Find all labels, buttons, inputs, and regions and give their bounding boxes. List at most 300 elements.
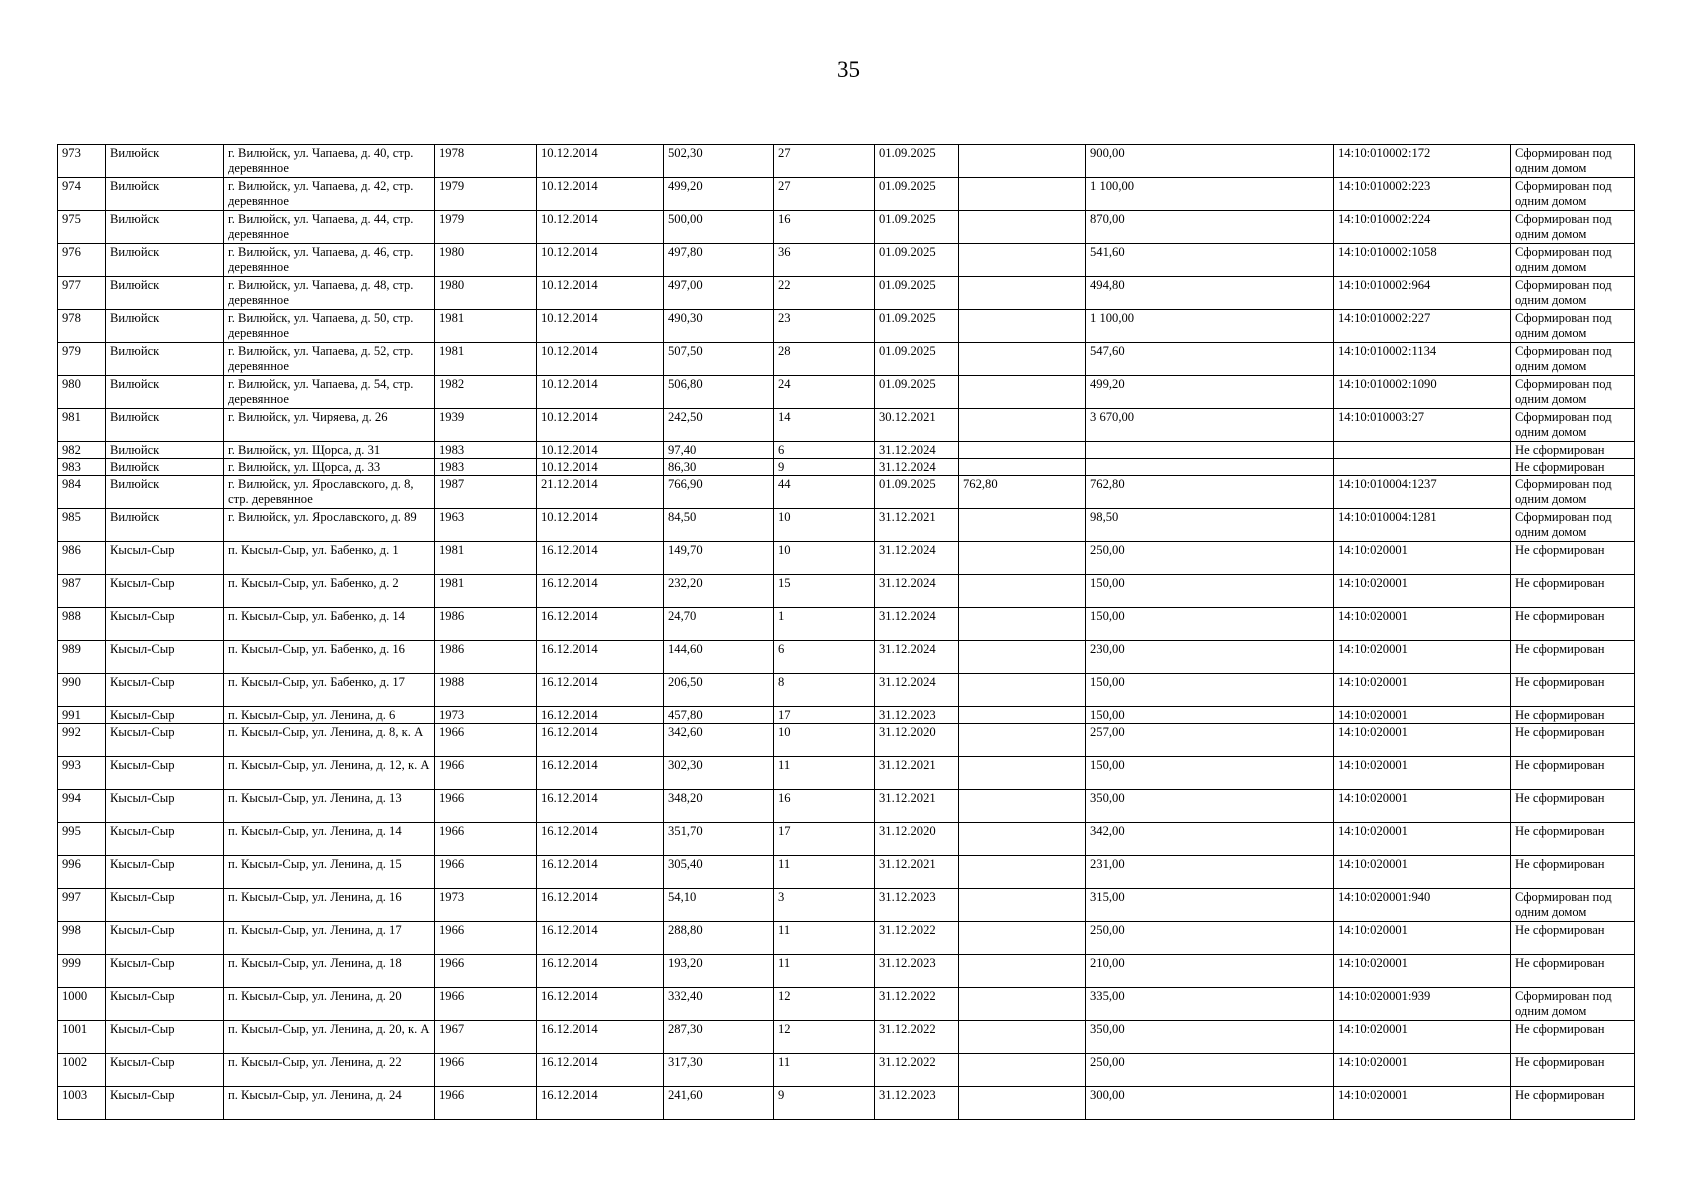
recognition-date-cell: 16.12.2014 <box>537 608 664 641</box>
land-area-cell: 210,00 <box>1086 955 1334 988</box>
extra-area-cell <box>959 707 1086 724</box>
table-row <box>58 575 1635 608</box>
cadastral-number-cell: 14:10:020001 <box>1334 790 1511 823</box>
table-row <box>58 459 1635 476</box>
table-row <box>58 823 1635 856</box>
recognition-date-cell: 10.12.2014 <box>537 310 664 343</box>
build-year-cell: 1963 <box>435 509 537 542</box>
land-area-cell: 150,00 <box>1086 674 1334 707</box>
cadastral-number-cell: 14:10:010002:227 <box>1334 310 1511 343</box>
resettlement-deadline-cell: 31.12.2024 <box>875 674 959 707</box>
address-cell: п. Кысыл-Сыр, ул. Ленина, д. 20, к. А <box>224 1021 435 1054</box>
table-row <box>58 1021 1635 1054</box>
recognition-date-cell: 10.12.2014 <box>537 409 664 442</box>
row-number-cell: 996 <box>58 856 106 889</box>
floor-area-cell: 457,80 <box>664 707 774 724</box>
resettlement-deadline-cell: 31.12.2022 <box>875 1054 959 1087</box>
row-number-cell: 992 <box>58 724 106 757</box>
residents-count-cell: 9 <box>774 459 875 476</box>
cadastral-number-cell: 14:10:010002:223 <box>1334 178 1511 211</box>
address-cell: г. Вилюйск, ул. Чапаева, д. 42, стр. деревянное <box>224 178 435 211</box>
floor-area-cell: 490,30 <box>664 310 774 343</box>
recognition-date-cell: 10.12.2014 <box>537 509 664 542</box>
address-cell: п. Кысыл-Сыр, ул. Бабенко, д. 14 <box>224 608 435 641</box>
recognition-date-cell: 16.12.2014 <box>537 922 664 955</box>
build-year-cell: 1986 <box>435 641 537 674</box>
registry-body <box>58 145 1635 1120</box>
extra-area-cell <box>959 674 1086 707</box>
land-area-cell: 494,80 <box>1086 277 1334 310</box>
cadastral-number-cell <box>1334 459 1511 476</box>
cadastral-number-cell: 14:10:020001 <box>1334 1087 1511 1120</box>
settlement-cell: Вилюйск <box>106 476 224 509</box>
build-year-cell: 1979 <box>435 178 537 211</box>
resettlement-deadline-cell: 01.09.2025 <box>875 211 959 244</box>
settlement-cell: Кысыл-Сыр <box>106 724 224 757</box>
land-status-cell: Не сформирован <box>1511 856 1635 889</box>
settlement-cell: Вилюйск <box>106 376 224 409</box>
land-status-cell: Сформирован под одним домом <box>1511 244 1635 277</box>
recognition-date-cell: 16.12.2014 <box>537 856 664 889</box>
extra-area-cell: 762,80 <box>959 476 1086 509</box>
cadastral-number-cell: 14:10:020001 <box>1334 542 1511 575</box>
row-number-cell: 999 <box>58 955 106 988</box>
resettlement-deadline-cell: 01.09.2025 <box>875 310 959 343</box>
land-status-cell: Сформирован под одним домом <box>1511 343 1635 376</box>
recognition-date-cell: 10.12.2014 <box>537 442 664 459</box>
address-cell: п. Кысыл-Сыр, ул. Бабенко, д. 17 <box>224 674 435 707</box>
table-row <box>58 889 1635 922</box>
recognition-date-cell: 16.12.2014 <box>537 823 664 856</box>
page-number: 35 <box>837 57 860 82</box>
recognition-date-cell: 16.12.2014 <box>537 1087 664 1120</box>
address-cell: п. Кысыл-Сыр, ул. Ленина, д. 8, к. А <box>224 724 435 757</box>
land-area-cell: 3 670,00 <box>1086 409 1334 442</box>
settlement-cell: Кысыл-Сыр <box>106 922 224 955</box>
land-area-cell: 257,00 <box>1086 724 1334 757</box>
extra-area-cell <box>959 145 1086 178</box>
address-cell: п. Кысыл-Сыр, ул. Ленина, д. 15 <box>224 856 435 889</box>
settlement-cell: Кысыл-Сыр <box>106 641 224 674</box>
build-year-cell: 1980 <box>435 277 537 310</box>
build-year-cell: 1966 <box>435 856 537 889</box>
resettlement-deadline-cell: 31.12.2024 <box>875 459 959 476</box>
resettlement-deadline-cell: 31.12.2022 <box>875 1021 959 1054</box>
recognition-date-cell: 16.12.2014 <box>537 988 664 1021</box>
extra-area-cell <box>959 310 1086 343</box>
build-year-cell: 1966 <box>435 757 537 790</box>
cadastral-number-cell: 14:10:010002:964 <box>1334 277 1511 310</box>
address-cell: п. Кысыл-Сыр, ул. Ленина, д. 22 <box>224 1054 435 1087</box>
land-area-cell: 250,00 <box>1086 542 1334 575</box>
resettlement-deadline-cell: 31.12.2023 <box>875 955 959 988</box>
residents-count-cell: 28 <box>774 343 875 376</box>
extra-area-cell <box>959 1087 1086 1120</box>
resettlement-deadline-cell: 31.12.2024 <box>875 608 959 641</box>
table-row <box>58 674 1635 707</box>
land-status-cell: Сформирован под одним домом <box>1511 211 1635 244</box>
floor-area-cell: 84,50 <box>664 509 774 542</box>
land-status-cell: Не сформирован <box>1511 608 1635 641</box>
land-area-cell: 250,00 <box>1086 922 1334 955</box>
address-cell: г. Вилюйск, ул. Ярославского, д. 8, стр. деревянное <box>224 476 435 509</box>
settlement-cell: Кысыл-Сыр <box>106 1087 224 1120</box>
row-number-cell: 993 <box>58 757 106 790</box>
table-row <box>58 922 1635 955</box>
extra-area-cell <box>959 1054 1086 1087</box>
cadastral-number-cell: 14:10:020001 <box>1334 823 1511 856</box>
floor-area-cell: 499,20 <box>664 178 774 211</box>
land-area-cell <box>1086 442 1334 459</box>
address-cell: г. Вилюйск, ул. Чапаева, д. 46, стр. деревянное <box>224 244 435 277</box>
row-number-cell: 974 <box>58 178 106 211</box>
table-row <box>58 955 1635 988</box>
resettlement-deadline-cell: 31.12.2021 <box>875 856 959 889</box>
resettlement-deadline-cell: 31.12.2023 <box>875 889 959 922</box>
residents-count-cell: 36 <box>774 244 875 277</box>
land-area-cell: 150,00 <box>1086 575 1334 608</box>
floor-area-cell: 766,90 <box>664 476 774 509</box>
cadastral-number-cell: 14:10:020001 <box>1334 724 1511 757</box>
extra-area-cell <box>959 178 1086 211</box>
cadastral-number-cell: 14:10:010002:1058 <box>1334 244 1511 277</box>
build-year-cell: 1988 <box>435 674 537 707</box>
extra-area-cell <box>959 856 1086 889</box>
recognition-date-cell: 10.12.2014 <box>537 211 664 244</box>
residents-count-cell: 17 <box>774 707 875 724</box>
land-area-cell: 300,00 <box>1086 1087 1334 1120</box>
land-status-cell: Сформирован под одним домом <box>1511 509 1635 542</box>
extra-area-cell <box>959 955 1086 988</box>
resettlement-deadline-cell: 31.12.2023 <box>875 707 959 724</box>
table-row <box>58 277 1635 310</box>
residents-count-cell: 6 <box>774 641 875 674</box>
settlement-cell: Вилюйск <box>106 442 224 459</box>
residents-count-cell: 10 <box>774 724 875 757</box>
floor-area-cell: 86,30 <box>664 459 774 476</box>
row-number-cell: 1001 <box>58 1021 106 1054</box>
table-row <box>58 509 1635 542</box>
floor-area-cell: 506,80 <box>664 376 774 409</box>
settlement-cell: Вилюйск <box>106 459 224 476</box>
row-number-cell: 986 <box>58 542 106 575</box>
land-area-cell: 1 100,00 <box>1086 310 1334 343</box>
resettlement-deadline-cell: 01.09.2025 <box>875 277 959 310</box>
floor-area-cell: 507,50 <box>664 343 774 376</box>
residents-count-cell: 10 <box>774 509 875 542</box>
residents-count-cell: 15 <box>774 575 875 608</box>
recognition-date-cell: 10.12.2014 <box>537 459 664 476</box>
resettlement-deadline-cell: 01.09.2025 <box>875 145 959 178</box>
resettlement-deadline-cell: 31.12.2022 <box>875 988 959 1021</box>
extra-area-cell <box>959 509 1086 542</box>
build-year-cell: 1966 <box>435 823 537 856</box>
row-number-cell: 989 <box>58 641 106 674</box>
land-status-cell: Сформирован под одним домом <box>1511 476 1635 509</box>
residents-count-cell: 6 <box>774 442 875 459</box>
row-number-cell: 984 <box>58 476 106 509</box>
table-row <box>58 476 1635 509</box>
extra-area-cell <box>959 277 1086 310</box>
floor-area-cell: 97,40 <box>664 442 774 459</box>
address-cell: г. Вилюйск, ул. Ярославского, д. 89 <box>224 509 435 542</box>
row-number-cell: 987 <box>58 575 106 608</box>
settlement-cell: Вилюйск <box>106 211 224 244</box>
floor-area-cell: 232,20 <box>664 575 774 608</box>
table-row <box>58 310 1635 343</box>
settlement-cell: Кысыл-Сыр <box>106 707 224 724</box>
build-year-cell: 1980 <box>435 244 537 277</box>
cadastral-number-cell: 14:10:010004:1281 <box>1334 509 1511 542</box>
land-status-cell: Не сформирован <box>1511 542 1635 575</box>
floor-area-cell: 288,80 <box>664 922 774 955</box>
settlement-cell: Вилюйск <box>106 310 224 343</box>
land-area-cell: 350,00 <box>1086 790 1334 823</box>
settlement-cell: Кысыл-Сыр <box>106 575 224 608</box>
build-year-cell: 1966 <box>435 1087 537 1120</box>
address-cell: п. Кысыл-Сыр, ул. Бабенко, д. 16 <box>224 641 435 674</box>
cadastral-number-cell: 14:10:010003:27 <box>1334 409 1511 442</box>
address-cell: г. Вилюйск, ул. Чапаева, д. 50, стр. деревянное <box>224 310 435 343</box>
settlement-cell: Кысыл-Сыр <box>106 856 224 889</box>
land-status-cell: Не сформирован <box>1511 790 1635 823</box>
land-area-cell: 547,60 <box>1086 343 1334 376</box>
extra-area-cell <box>959 211 1086 244</box>
cadastral-number-cell: 14:10:010002:224 <box>1334 211 1511 244</box>
resettlement-deadline-cell: 31.12.2024 <box>875 442 959 459</box>
land-status-cell: Сформирован под одним домом <box>1511 178 1635 211</box>
land-status-cell: Не сформирован <box>1511 575 1635 608</box>
resettlement-deadline-cell: 01.09.2025 <box>875 178 959 211</box>
table-row <box>58 145 1635 178</box>
floor-area-cell: 24,70 <box>664 608 774 641</box>
residents-count-cell: 16 <box>774 211 875 244</box>
row-number-cell: 997 <box>58 889 106 922</box>
extra-area-cell <box>959 459 1086 476</box>
cadastral-number-cell: 14:10:020001 <box>1334 922 1511 955</box>
settlement-cell: Вилюйск <box>106 277 224 310</box>
row-number-cell: 980 <box>58 376 106 409</box>
floor-area-cell: 497,00 <box>664 277 774 310</box>
recognition-date-cell: 16.12.2014 <box>537 724 664 757</box>
extra-area-cell <box>959 442 1086 459</box>
land-area-cell: 900,00 <box>1086 145 1334 178</box>
extra-area-cell <box>959 343 1086 376</box>
address-cell: г. Вилюйск, ул. Чапаева, д. 44, стр. деревянное <box>224 211 435 244</box>
land-area-cell: 762,80 <box>1086 476 1334 509</box>
extra-area-cell <box>959 823 1086 856</box>
recognition-date-cell: 16.12.2014 <box>537 757 664 790</box>
row-number-cell: 998 <box>58 922 106 955</box>
address-cell: г. Вилюйск, ул. Чапаева, д. 54, стр. деревянное <box>224 376 435 409</box>
land-status-cell: Не сформирован <box>1511 757 1635 790</box>
resettlement-deadline-cell: 31.12.2020 <box>875 724 959 757</box>
land-status-cell: Сформирован под одним домом <box>1511 277 1635 310</box>
land-status-cell: Не сформирован <box>1511 955 1635 988</box>
cadastral-number-cell: 14:10:020001 <box>1334 757 1511 790</box>
floor-area-cell: 242,50 <box>664 409 774 442</box>
land-status-cell: Не сформирован <box>1511 1054 1635 1087</box>
row-number-cell: 983 <box>58 459 106 476</box>
table-row <box>58 608 1635 641</box>
residents-count-cell: 8 <box>774 674 875 707</box>
recognition-date-cell: 16.12.2014 <box>537 1021 664 1054</box>
residents-count-cell: 3 <box>774 889 875 922</box>
recognition-date-cell: 16.12.2014 <box>537 889 664 922</box>
row-number-cell: 973 <box>58 145 106 178</box>
recognition-date-cell: 16.12.2014 <box>537 955 664 988</box>
land-status-cell: Сформирован под одним домом <box>1511 988 1635 1021</box>
residents-count-cell: 22 <box>774 277 875 310</box>
land-area-cell: 499,20 <box>1086 376 1334 409</box>
cadastral-number-cell: 14:10:020001 <box>1334 856 1511 889</box>
housing-registry-table <box>57 144 1635 1120</box>
extra-area-cell <box>959 376 1086 409</box>
build-year-cell: 1983 <box>435 459 537 476</box>
row-number-cell: 977 <box>58 277 106 310</box>
settlement-cell: Кысыл-Сыр <box>106 674 224 707</box>
floor-area-cell: 193,20 <box>664 955 774 988</box>
address-cell: г. Вилюйск, ул. Чиряева, д. 26 <box>224 409 435 442</box>
land-status-cell: Не сформирован <box>1511 724 1635 757</box>
row-number-cell: 1002 <box>58 1054 106 1087</box>
recognition-date-cell: 16.12.2014 <box>537 575 664 608</box>
recognition-date-cell: 16.12.2014 <box>537 674 664 707</box>
build-year-cell: 1966 <box>435 988 537 1021</box>
build-year-cell: 1981 <box>435 575 537 608</box>
residents-count-cell: 11 <box>774 922 875 955</box>
build-year-cell: 1966 <box>435 1054 537 1087</box>
floor-area-cell: 332,40 <box>664 988 774 1021</box>
extra-area-cell <box>959 575 1086 608</box>
extra-area-cell <box>959 244 1086 277</box>
land-status-cell: Не сформирован <box>1511 1087 1635 1120</box>
recognition-date-cell: 10.12.2014 <box>537 277 664 310</box>
address-cell: п. Кысыл-Сыр, ул. Ленина, д. 17 <box>224 922 435 955</box>
build-year-cell: 1966 <box>435 790 537 823</box>
recognition-date-cell: 16.12.2014 <box>537 641 664 674</box>
residents-count-cell: 10 <box>774 542 875 575</box>
floor-area-cell: 241,60 <box>664 1087 774 1120</box>
settlement-cell: Кысыл-Сыр <box>106 988 224 1021</box>
residents-count-cell: 27 <box>774 178 875 211</box>
land-status-cell: Сформирован под одним домом <box>1511 145 1635 178</box>
cadastral-number-cell: 14:10:020001:939 <box>1334 988 1511 1021</box>
land-area-cell: 335,00 <box>1086 988 1334 1021</box>
cadastral-number-cell: 14:10:020001 <box>1334 707 1511 724</box>
floor-area-cell: 502,30 <box>664 145 774 178</box>
address-cell: г. Вилюйск, ул. Чапаева, д. 52, стр. деревянное <box>224 343 435 376</box>
cadastral-number-cell: 14:10:010004:1237 <box>1334 476 1511 509</box>
residents-count-cell: 27 <box>774 145 875 178</box>
floor-area-cell: 302,30 <box>664 757 774 790</box>
land-area-cell: 230,00 <box>1086 641 1334 674</box>
build-year-cell: 1939 <box>435 409 537 442</box>
cadastral-number-cell: 14:10:020001 <box>1334 641 1511 674</box>
settlement-cell: Кысыл-Сыр <box>106 1021 224 1054</box>
build-year-cell: 1967 <box>435 1021 537 1054</box>
row-number-cell: 982 <box>58 442 106 459</box>
address-cell: г. Вилюйск, ул. Щорса, д. 31 <box>224 442 435 459</box>
land-area-cell: 150,00 <box>1086 757 1334 790</box>
extra-area-cell <box>959 757 1086 790</box>
row-number-cell: 991 <box>58 707 106 724</box>
extra-area-cell <box>959 922 1086 955</box>
residents-count-cell: 24 <box>774 376 875 409</box>
settlement-cell: Кысыл-Сыр <box>106 823 224 856</box>
address-cell: п. Кысыл-Сыр, ул. Бабенко, д. 2 <box>224 575 435 608</box>
land-status-cell: Не сформирован <box>1511 459 1635 476</box>
land-area-cell: 150,00 <box>1086 707 1334 724</box>
settlement-cell: Кысыл-Сыр <box>106 608 224 641</box>
table-row <box>58 707 1635 724</box>
residents-count-cell: 9 <box>774 1087 875 1120</box>
row-number-cell: 981 <box>58 409 106 442</box>
land-area-cell: 541,60 <box>1086 244 1334 277</box>
resettlement-deadline-cell: 31.12.2020 <box>875 823 959 856</box>
table-row <box>58 790 1635 823</box>
residents-count-cell: 11 <box>774 856 875 889</box>
cadastral-number-cell: 14:10:010002:1090 <box>1334 376 1511 409</box>
settlement-cell: Кысыл-Сыр <box>106 955 224 988</box>
table-row <box>58 1087 1635 1120</box>
table-row <box>58 1054 1635 1087</box>
residents-count-cell: 23 <box>774 310 875 343</box>
settlement-cell: Кысыл-Сыр <box>106 790 224 823</box>
row-number-cell: 990 <box>58 674 106 707</box>
table-row <box>58 409 1635 442</box>
floor-area-cell: 342,60 <box>664 724 774 757</box>
land-status-cell: Не сформирован <box>1511 922 1635 955</box>
address-cell: п. Кысыл-Сыр, ул. Ленина, д. 12, к. А <box>224 757 435 790</box>
floor-area-cell: 351,70 <box>664 823 774 856</box>
land-status-cell: Не сформирован <box>1511 641 1635 674</box>
resettlement-deadline-cell: 01.09.2025 <box>875 244 959 277</box>
residents-count-cell: 17 <box>774 823 875 856</box>
cadastral-number-cell: 14:10:020001:940 <box>1334 889 1511 922</box>
land-status-cell: Сформирован под одним домом <box>1511 310 1635 343</box>
row-number-cell: 994 <box>58 790 106 823</box>
residents-count-cell: 14 <box>774 409 875 442</box>
resettlement-deadline-cell: 30.12.2021 <box>875 409 959 442</box>
land-status-cell: Не сформирован <box>1511 707 1635 724</box>
residents-count-cell: 11 <box>774 1054 875 1087</box>
build-year-cell: 1987 <box>435 476 537 509</box>
table-row <box>58 542 1635 575</box>
land-area-cell: 350,00 <box>1086 1021 1334 1054</box>
floor-area-cell: 149,70 <box>664 542 774 575</box>
recognition-date-cell: 16.12.2014 <box>537 1054 664 1087</box>
address-cell: п. Кысыл-Сыр, ул. Ленина, д. 16 <box>224 889 435 922</box>
row-number-cell: 979 <box>58 343 106 376</box>
build-year-cell: 1973 <box>435 707 537 724</box>
row-number-cell: 1000 <box>58 988 106 1021</box>
extra-area-cell <box>959 790 1086 823</box>
residents-count-cell: 11 <box>774 955 875 988</box>
cadastral-number-cell: 14:10:020001 <box>1334 575 1511 608</box>
residents-count-cell: 12 <box>774 988 875 1021</box>
extra-area-cell <box>959 608 1086 641</box>
table-row <box>58 724 1635 757</box>
cadastral-number-cell <box>1334 442 1511 459</box>
resettlement-deadline-cell: 31.12.2023 <box>875 1087 959 1120</box>
address-cell: п. Кысыл-Сыр, ул. Ленина, д. 6 <box>224 707 435 724</box>
row-number-cell: 978 <box>58 310 106 343</box>
address-cell: п. Кысыл-Сыр, ул. Бабенко, д. 1 <box>224 542 435 575</box>
settlement-cell: Вилюйск <box>106 145 224 178</box>
residents-count-cell: 12 <box>774 1021 875 1054</box>
address-cell: п. Кысыл-Сыр, ул. Ленина, д. 24 <box>224 1087 435 1120</box>
